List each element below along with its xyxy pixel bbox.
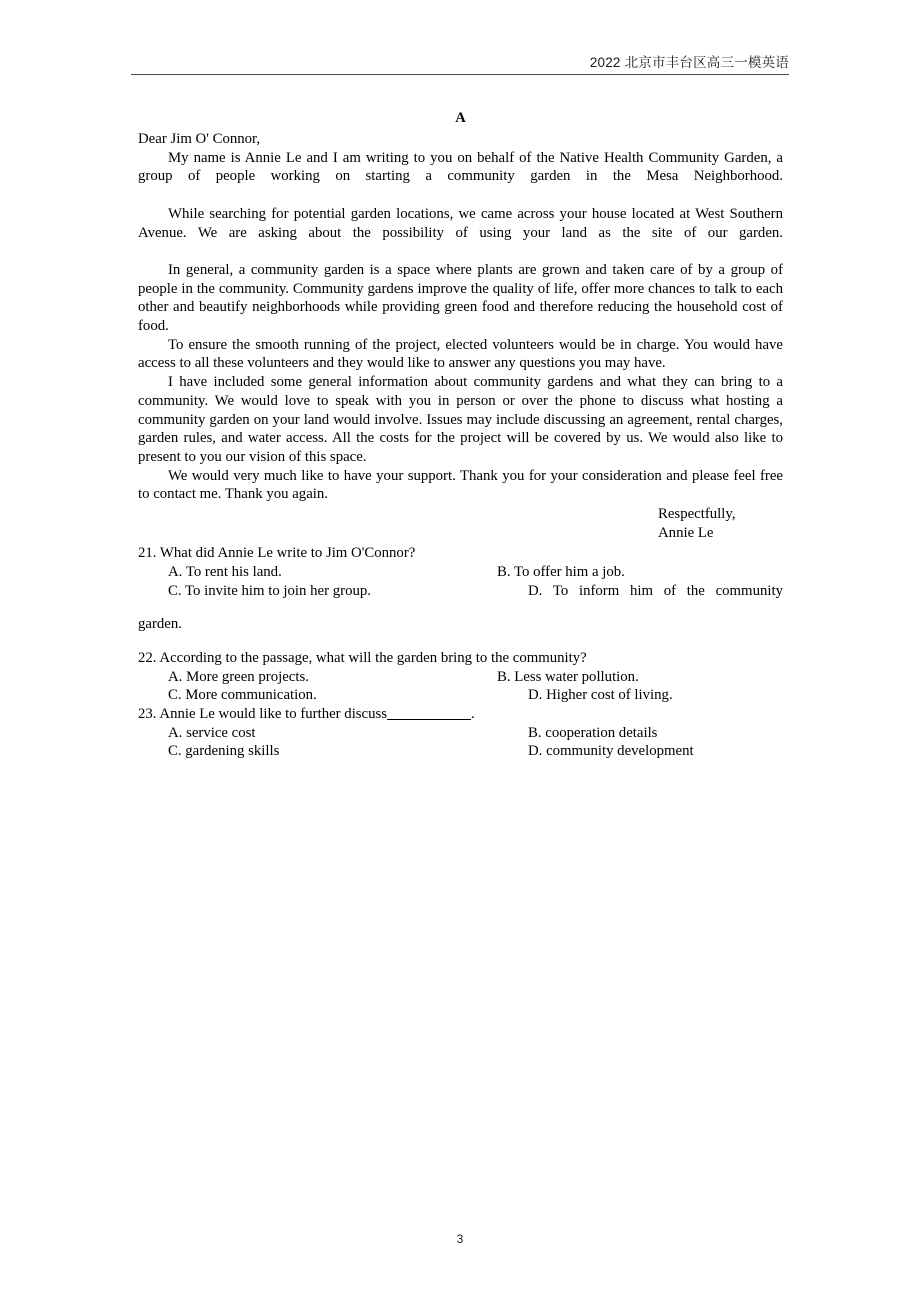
question-21-option-row-ab: [138, 563, 783, 582]
questions-section: [138, 544, 783, 761]
question-23-option-a[interactable]: A. service cost: [168, 724, 256, 741]
question-23-stem: [138, 705, 783, 724]
question-23-stem-suffix: .: [471, 705, 475, 722]
question-21-option-a[interactable]: A. To rent his land.: [168, 564, 282, 581]
question-22-option-row-cd: [138, 686, 783, 705]
question-23-option-d[interactable]: D. community development: [528, 743, 694, 760]
letter-paragraph-4: To ensure the smooth running of the project, elected volunteers would be in charge. You would have access to all these volunteers and they would like to answer any questions you may have.: [138, 336, 783, 372]
question-22-option-c[interactable]: C. More communication.: [168, 687, 317, 704]
question-21-option-d[interactable]: [528, 582, 783, 619]
letter-paragraph-5: I have included some general information about community gardens and what they can bring to a community. We would love to speak with you in person or over the phone to discuss what hosting a community garden on your land would involve. Issues may include discussing an agreement, rental charges, garden rules, and water access. All the costs for the project will be covered by us. We would also like to present to you our vision of this space.: [138, 374, 783, 465]
question-21-stem: 21. What did Annie Le write to Jim O'Connor?: [138, 545, 416, 562]
header-title: 2022 北京市丰台区高三一模英语: [589, 55, 789, 70]
question-21-option-row-cd: [138, 582, 783, 601]
question-21-option-b[interactable]: B. To offer him a job.: [497, 564, 625, 581]
page-header: [131, 54, 789, 75]
letter-closing: Respectfully,: [658, 506, 736, 523]
question-22-option-d[interactable]: D. Higher cost of living.: [528, 687, 673, 704]
question-23-option-b[interactable]: B. cooperation details: [528, 724, 658, 741]
question-23-option-row-cd: [138, 742, 783, 761]
page-number: 3: [456, 1232, 464, 1246]
letter-signature-block: [138, 505, 783, 542]
question-21-option-d-text: D. To inform him of the community: [528, 582, 783, 599]
page-footer: [0, 1232, 920, 1246]
question-23-answer-blank[interactable]: [387, 706, 471, 720]
letter-salutation: Dear Jim O' Connor,: [138, 131, 261, 147]
question-22-option-row-ab: [138, 668, 783, 687]
letter-paragraph-3: In general, a community garden is a space where plants are grown and taken care of by a group of people in the community. Community gardens improve the quality of life, offer more chances to talk to each other and beautify neighborhoods while providing green food and therefore reducing the household cost of food.: [138, 261, 783, 335]
letter-paragraph-6: We would very much like to have your support. Thank you for your consideration and please feel free to contact me. Thank you again.: [138, 467, 783, 503]
section-letter: A: [455, 110, 466, 126]
question-23-option-row-ab: [138, 724, 783, 743]
document-body: [138, 108, 783, 761]
question-23-stem-prefix: 23. Annie Le would like to further discuss: [138, 705, 388, 722]
header-divider: [131, 74, 789, 75]
question-21-option-d-overflow: garden.: [138, 616, 182, 633]
question-22-option-b[interactable]: B. Less water pollution.: [497, 668, 639, 685]
letter-paragraph-2: While searching for potential garden locations, we came across your house located at West Southern Avenue. We are asking about the possibility of using your land as the site of our garden.: [138, 205, 783, 241]
question-21-option-c[interactable]: C. To invite him to join her group.: [168, 582, 371, 599]
question-22-stem: 22. According to the passage, what will the garden bring to the community?: [138, 649, 587, 666]
question-22-option-a[interactable]: A. More green projects.: [168, 668, 309, 685]
letter-paragraph-1: My name is Annie Le and I am writing to you on behalf of the Native Health Community Garden, a group of people working on starting a community garden in the Mesa Neighborhood.: [138, 149, 783, 185]
letter-signature: Annie Le: [658, 524, 714, 541]
question-23-option-c[interactable]: C. gardening skills: [168, 743, 280, 760]
